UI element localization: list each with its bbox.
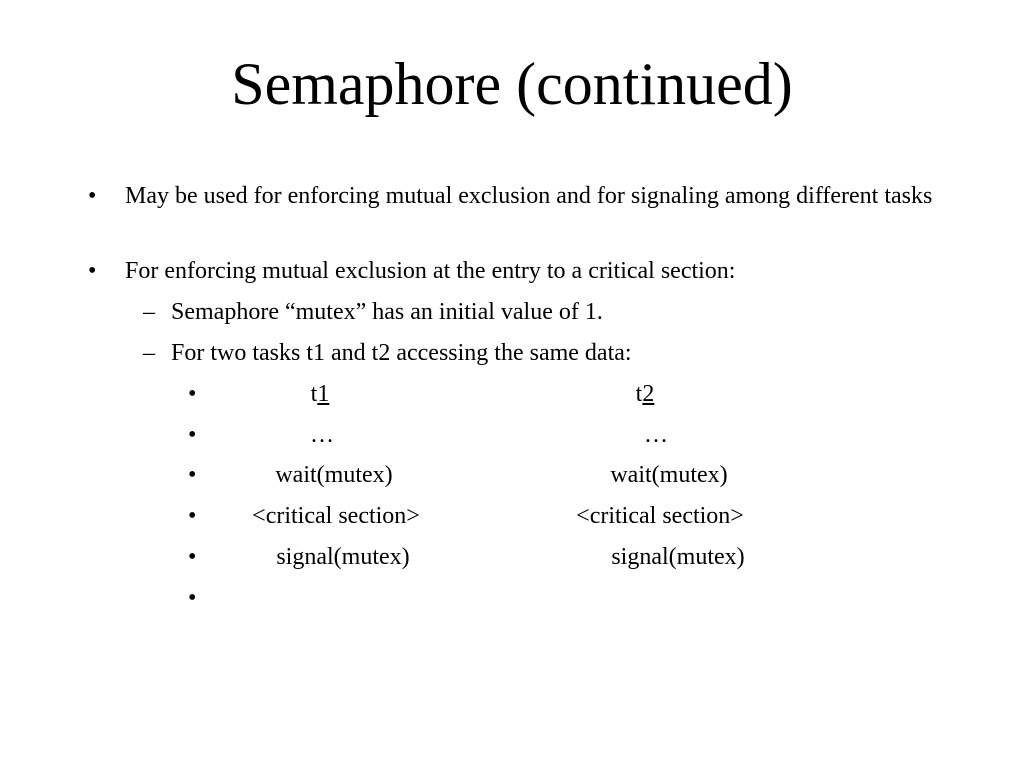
code-cell-right: <critical section> [576, 503, 744, 529]
subbullet-marker: – [143, 299, 155, 325]
code-cell-right: signal(mutex) [611, 544, 745, 570]
code-row-marker: • [188, 422, 197, 448]
code-cell-left: t1 [310, 381, 330, 407]
code-row-marker: • [188, 585, 197, 611]
code-row-marker: • [188, 462, 197, 488]
subbullet-text: Semaphore “mutex” has an initial value of 1. [171, 299, 603, 325]
subbullet-text: For two tasks t1 and t2 accessing the same data: [171, 340, 632, 366]
code-row-marker: • [188, 544, 197, 570]
bullet-text: For enforcing mutual exclusion at the entry to a critical section: [125, 258, 736, 284]
subbullet-marker: – [143, 340, 155, 366]
code-cell-right: … [644, 422, 668, 448]
bullet-marker: • [88, 258, 97, 284]
code-cell-left: wait(mutex) [275, 462, 393, 488]
code-cell-right: wait(mutex) [610, 462, 728, 488]
code-row-marker: • [188, 503, 197, 529]
code-cell-left: … [310, 422, 334, 448]
code-cell-left: <critical section> [252, 503, 420, 529]
code-cell-right: t2 [635, 381, 655, 407]
slide-title: Semaphore (continued) [231, 51, 793, 117]
code-row-marker: • [188, 381, 197, 407]
bullet-marker: • [88, 183, 97, 209]
code-cell-left: signal(mutex) [276, 544, 410, 570]
bullet-text: May be used for enforcing mutual exclusion and for signaling among different tasks [125, 183, 933, 209]
